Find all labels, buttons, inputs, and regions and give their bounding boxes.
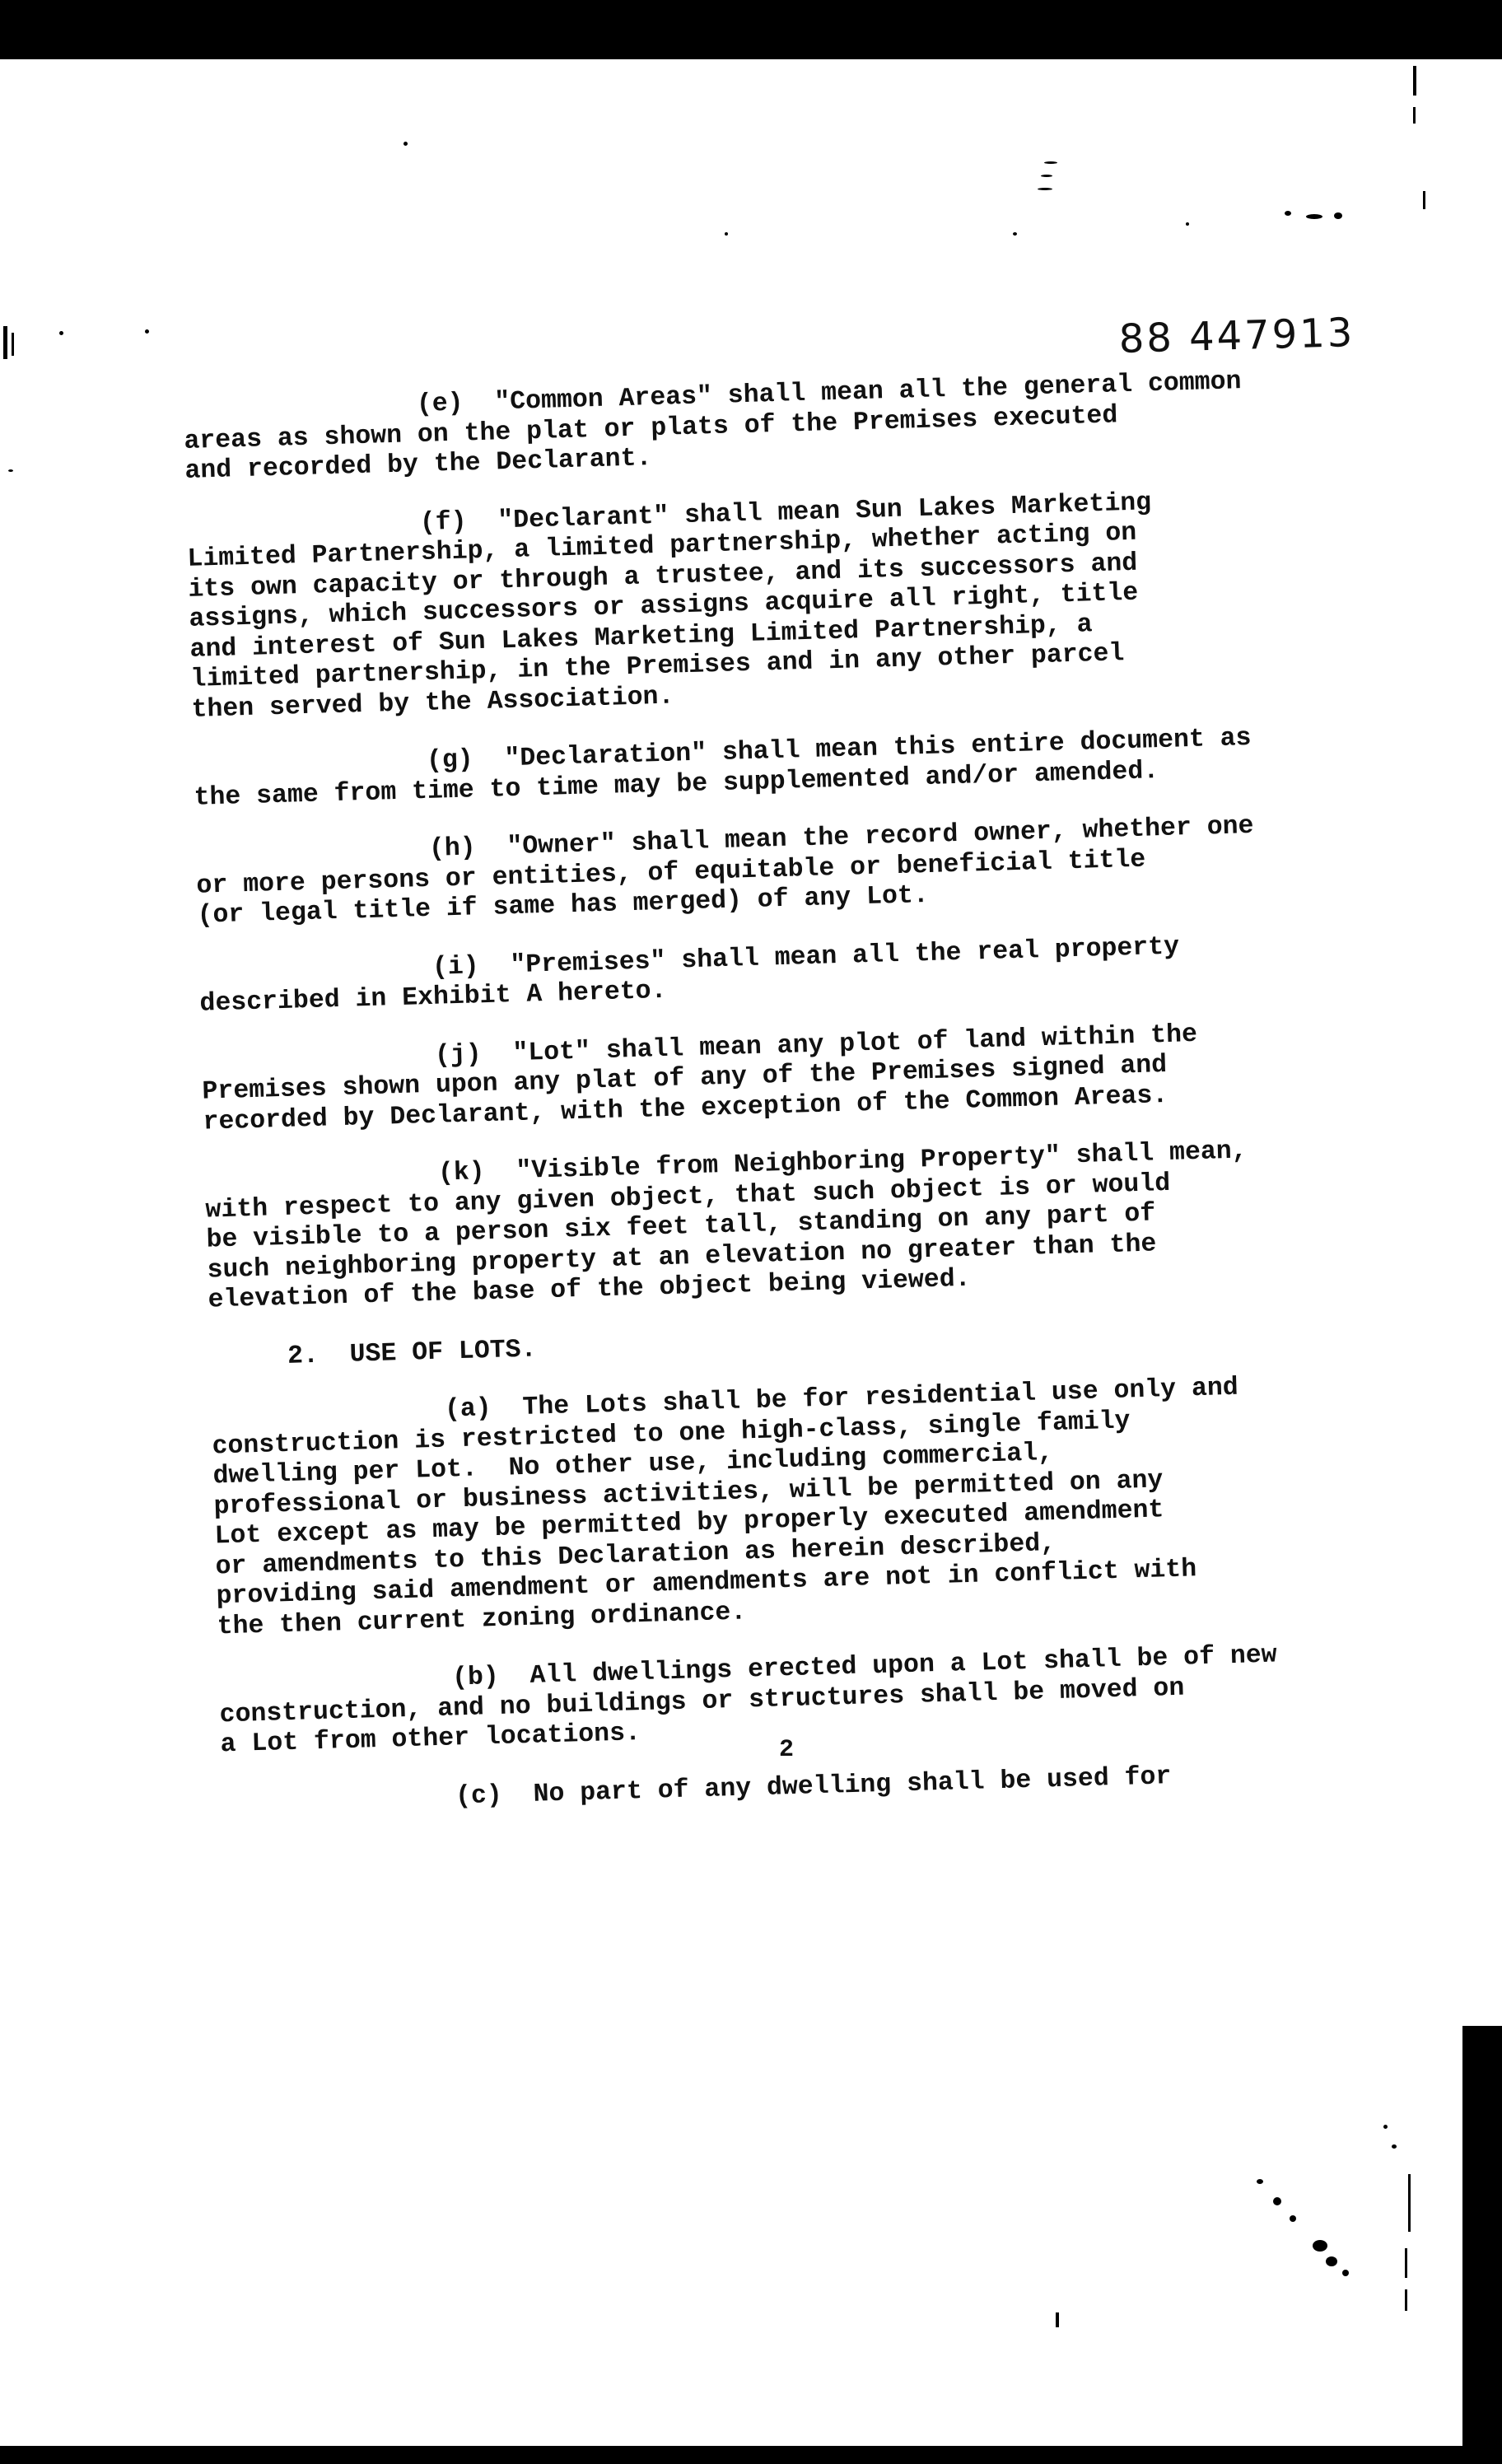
document-body xyxy=(183,364,1392,1846)
scan-border-right xyxy=(1462,2026,1502,2464)
scan-speck xyxy=(1290,2215,1296,2222)
section-heading: 2. USE OF LOTS. xyxy=(209,1334,537,1374)
scan-mark xyxy=(1408,2174,1411,2232)
scan-speck xyxy=(1313,2240,1327,2252)
scan-speck xyxy=(328,8,331,12)
scan-speck xyxy=(1383,2125,1388,2129)
document-number: 88 447913 xyxy=(1118,309,1356,362)
definition-paragraph-j: (j) "Lot" shall mean any plot of land within the Premises shown upon any plat of any of the Premises signed and recorded by Declarant, with the exception of the Common Areas. xyxy=(201,1020,1198,1137)
scan-speck xyxy=(1013,232,1017,236)
scan-speck xyxy=(1257,2179,1263,2184)
definition-paragraph-i: (i) "Premises" shall mean all the real property described in Exhibit A hereto. xyxy=(198,931,1180,1019)
scan-speck xyxy=(145,329,149,334)
scan-speck xyxy=(1306,214,1322,219)
definition-paragraph-g: (g) "Declaration" shall mean this entire document as the same from time to time may be supplemented and/or amended. xyxy=(193,723,1252,813)
scan-speck xyxy=(1326,2256,1337,2266)
scan-border-bottom xyxy=(0,2446,1502,2464)
scan-speck xyxy=(59,331,63,335)
definition-paragraph-e: (e) "Common Areas" shall mean all the general common areas as shown on the plat or plats of the Premises executed and recorded by the Declarant. xyxy=(183,367,1242,486)
scan-speck xyxy=(1273,2197,1281,2205)
scan-border-top xyxy=(0,0,1502,59)
scan-speck xyxy=(1342,2270,1349,2276)
scan-speck xyxy=(1041,175,1052,177)
scan-mark xyxy=(1056,2312,1059,2327)
scan-speck xyxy=(403,142,408,146)
scan-mark xyxy=(1413,107,1416,124)
scan-mark xyxy=(1413,66,1416,96)
use-paragraph-a: (a) The Lots shall be for residential use only and construction is restricted to one high-class, single family dwelling per Lot. No other use, including commercial, professional or business activities, will be permitted on any Lot except as may be permitted by properly executed amendment or amendments to this Declaration as herein described, providing said amendment or amendments are not in conflict with the then current zoning ordinance. xyxy=(211,1373,1239,1641)
definition-paragraph-f: (f) "Declarant" shall mean Sun Lakes Marketing Limited Partnership, a limited partnership, whether acting on its own capacity or through a trustee, and its successors and assigns, which successors or assigns acquire all right, title and interest of Sun Lakes Marketing Limited Partnership, a limited partnership, in the Premises and in any other parcel then served by the Association. xyxy=(186,488,1152,725)
definition-paragraph-h: (h) "Owner" shall mean the record owner, whether one or more persons or entities, of equitable or beneficial title (or legal title if same has merged) of any Lot. xyxy=(195,811,1254,931)
scan-speck xyxy=(1038,188,1052,190)
scan-speck xyxy=(725,232,728,236)
scan-speck xyxy=(1044,161,1057,164)
scan-mark xyxy=(1405,2248,1407,2278)
scan-mark xyxy=(1423,191,1425,209)
definition-paragraph-k: (k) "Visible from Neighboring Property" shall mean, with respect to any given object, that such object is or would be visible to a person six feet tall, standing on any part of such neighboring property at an elevation no greater than the elevation of the base of the object being viewed. xyxy=(204,1136,1248,1315)
scan-speck xyxy=(1392,2144,1397,2149)
scan-speck xyxy=(8,469,13,472)
use-paragraph-c: (c) No part of any dwelling shall be used for xyxy=(222,1762,1172,1818)
page-number: 2 xyxy=(779,1736,795,1764)
scan-speck xyxy=(1186,222,1189,226)
use-paragraph-b: (b) All dwellings erected upon a Lot shall be of new construction, and no buildings or structures shall be moved on a Lot from other locations. xyxy=(218,1640,1278,1760)
scan-speck xyxy=(1334,212,1342,219)
scan-speck xyxy=(1285,211,1291,216)
scan-mark xyxy=(12,333,14,356)
scan-mark xyxy=(1405,2289,1407,2311)
scan-mark xyxy=(3,326,7,359)
